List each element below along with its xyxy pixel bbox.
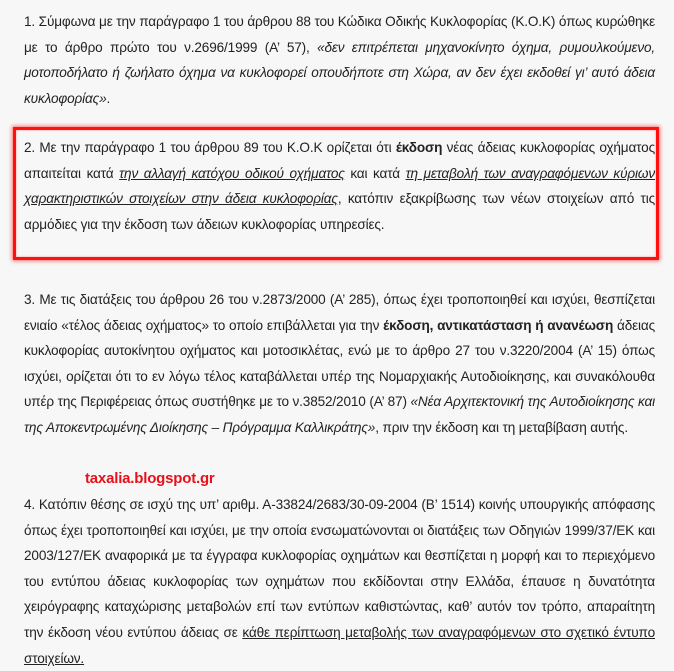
paragraph-1-text: 1. Σύμφωνα με την παράγραφο 1 του άρθρου 88 του Κώδικα Οδικής Κυκλοφορίας (Κ.Ο.Κ) όπως κυρώθηκε με το άρθρο πρώτο του ν.2696/1999 (Α’ 57), — [24, 14, 655, 55]
paragraph-1-quote: «δεν επιτρέπεται μηχανοκίνητο όχημα, ρυμουλκούμενο, μοτοποδήλατο ή ζωήλατο όχημα να κυκλοφορεί οπουδήποτε στη Χώρα, αν δεν έχει εκδοθεί γι’ αυτό άδεια κυκλοφορίας» — [24, 39, 655, 106]
paragraph-3-text-2: άδειας κυκλοφορίας αυτοκίνητου οχήματος και μοτοσικλέτας, ενώ με το άρθρο 27 του ν.3220/2004 (Α’ 15) όπως ισχύει, ορίζεται ότι το εν λόγω τέλος καταβάλλεται υπέρ της Νομαρχιακής Αυτοδιοίκησης, και συνακόλουθα υπέρ της Περιφέρειας όπως συστήθηκε με το ν.3852/2010 (Α’ 87) — [24, 317, 655, 410]
paragraph-4-text: 4. Κατόπιν θέσης σε ισχύ της υπ’ αριθμ. Α-33824/2683/30-09-2004 (Β’ 1514) κοινής υπουργικής απόφασης όπως έχει τροποποιηθεί και ισχύει, με την οποία ενσωματώνονται οι διατάξεις των Οδηγιών 1999/37/ΕΚ και 2003/127/ΕΚ αναφορικά με τα έγγραφα κυκλοφορίας οχημάτων και θεσπίζεται η μορφή και το περιεχόμενο του εντύπου άδειας κυκλοφορίας των οχημάτων που εκδίδονται στην Ελλάδα, έπαυσε η δυνατότητα χειρόγραφης καταχώρισης μεταβολών επί των εντύπων καθιστώντας, καθ’ αυτόν τον τρόπο, απαραίτητη την έκδοση νέου εντύπου άδειας σε — [24, 497, 655, 640]
paragraph-1 — [24, 9, 655, 111]
paragraph-4-underlined: κάθε περίπτωση μεταβολής των αναγραφόμενων στο σχετικό έντυπο στοιχείων. — [24, 624, 655, 666]
paragraph-3-text-3: , πριν την έκδοση και τη μεταβίβαση αυτής. — [375, 419, 628, 435]
paragraph-2-text-3: και κατά — [344, 165, 406, 181]
paragraph-3-quote: «Νέα Αρχιτεκτονική της Αυτοδιοίκησης και της Αποκεντρωμένης Διοίκησης – Πρόγραμμα Καλλικράτης» — [24, 394, 655, 435]
paragraph-2 — [24, 135, 655, 237]
paragraph-4 — [24, 492, 655, 671]
paragraph-3-text: 3. Με τις διατάξεις του άρθρου 26 του ν.2873/2000 (Α’ 285), όπως έχει τροποποιηθεί και ισχύει, θεσπίζεται ενιαίο «τέλος άδειας οχήματος» το οποίο επιβάλλεται για την — [24, 292, 655, 333]
paragraph-2-bold: έκδοση — [395, 140, 443, 155]
paragraph-2-text: 2. Με την παράγραφο 1 του άρθρου 89 του Κ.Ο.Κ ορίζεται ότι — [24, 140, 396, 155]
paragraph-2-text-2: νέας άδειας κυκλοφορίας οχήματος απαιτείται κατά — [24, 140, 655, 181]
paragraph-3 — [24, 287, 655, 441]
paragraph-3-bold: έκδοση, αντικατάσταση ή ανανέωση — [383, 317, 614, 333]
watermark-link[interactable]: taxalia.blogspot.gr — [85, 470, 215, 487]
paragraph-1-end: . — [106, 90, 111, 106]
paragraph-2-underlined-1: την αλλαγή κατόχου οδικού οχήματος — [119, 165, 345, 181]
paragraph-2-text-4: , κατόπιν εξακρίβωσης των νέων στοιχείων από τις αρμόδιες για την έκδοση των άδειων κυκλοφορίας υπηρεσίες. — [24, 191, 655, 232]
paragraph-2-underlined-2: τη μεταβολή των αναγραφόμενων κύριων χαρακτηριστικών στοιχείων στην άδεια κυκλοφορίας — [24, 165, 655, 207]
